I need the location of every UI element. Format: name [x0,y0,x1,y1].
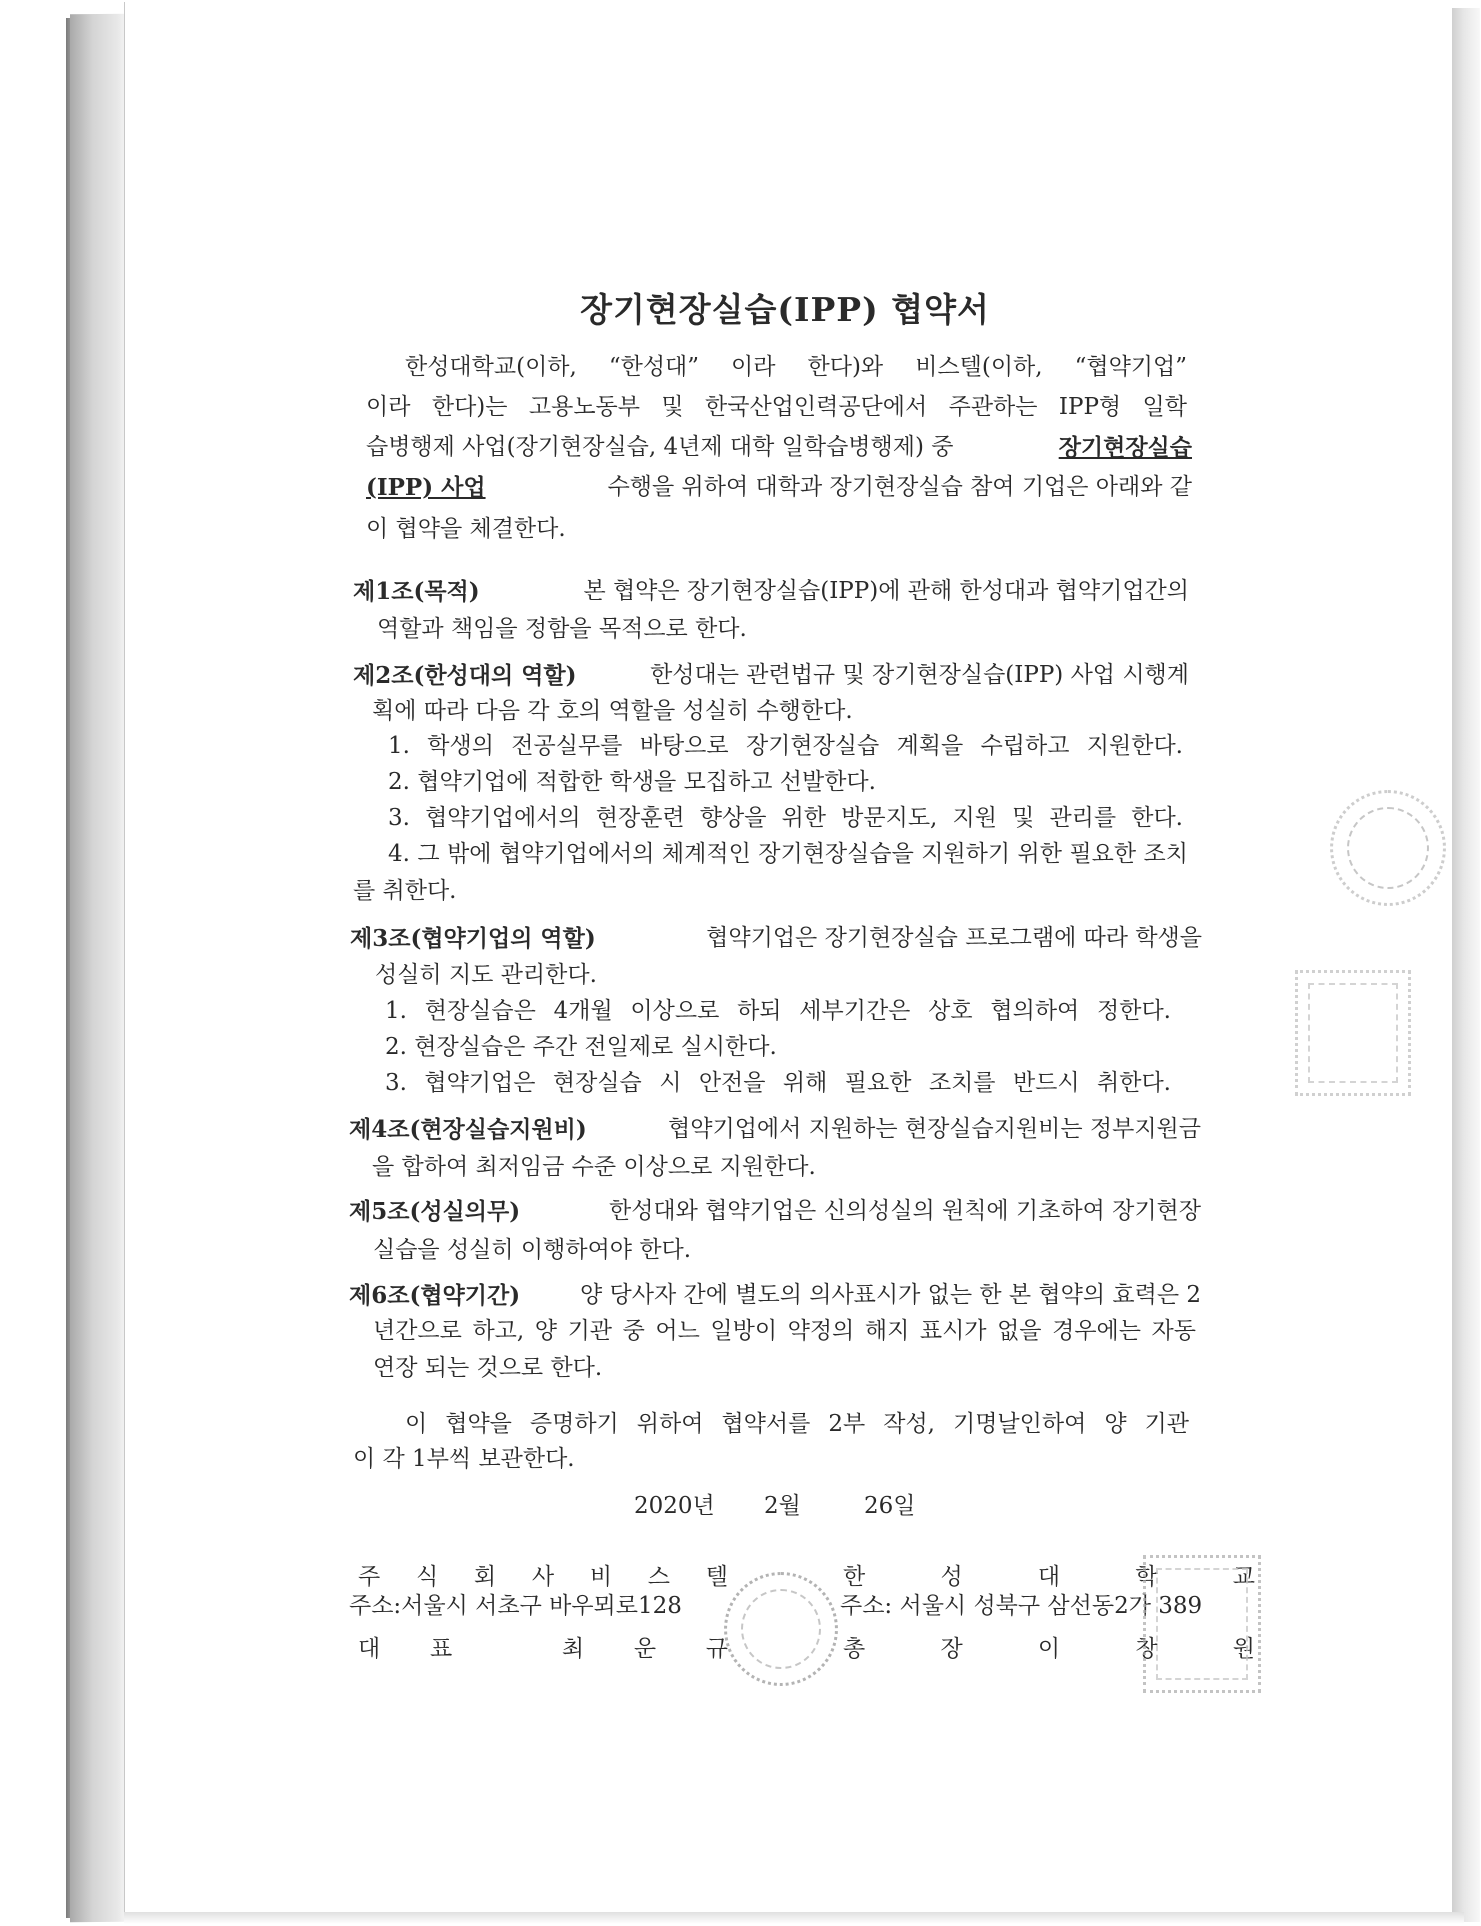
university-seal-stamp [1143,1555,1261,1693]
article-1-line-2: 역할과 책임을 정함을 목적으로 한다. [377,616,747,642]
company-rep-char: 규 [705,1636,728,1662]
university-rep-char: 창 [1135,1636,1158,1662]
article-3-item-2: 2. 현장실습은 주간 전일제로 실시한다. [385,1034,777,1060]
university-rep-char: 원 [1232,1636,1255,1662]
article-2-item-3: 3. 협약기업에서의 현장훈련 향상을 위한 방문지도, 지원 및 관리를 한다. [388,805,1183,831]
article-3-item-1: 1. 현장실습은 4개월 이상으로 하되 세부기간은 상호 협의하여 정한다. [385,998,1171,1024]
company-name-char: 주 [358,1564,381,1590]
university-rep-char: 총 [843,1636,866,1662]
company-name [358,1558,728,1591]
article-2-heading: 제2조(한성대의 역할) [353,662,577,689]
page-seal-stamp-1 [1330,790,1446,906]
article-2-item-2: 2. 협약기업에 적합한 학생을 모집하고 선발한다. [388,769,876,795]
article-4-line-1 [349,1118,1201,1141]
article-5-text: 한성대와 협약기업은 신의성실의 원칙에 기초하여 장기현장 [608,1198,1201,1224]
university-name-char: 학 [1135,1564,1158,1590]
date-day: 26일 [864,1493,916,1519]
article-1-text: 본 협약은 장기현장실습(IPP)에 관해 한성대과 협약기업간의 [583,578,1189,604]
university-name-char: 성 [940,1564,963,1590]
page-stack-edge [70,14,126,1923]
company-name-char: 회 [473,1564,497,1590]
university-rep-char: 장 [940,1636,963,1662]
intro-underlined-2: (IPP) 사업 [366,474,486,501]
page-bottom-shadow [124,1912,1464,1924]
intro-line-1: 한성대학교(이하, “한성대” 이라 한다)와 비스텔(이하, “협약기업” [405,354,1187,380]
company-name-char: 텔 [705,1564,728,1590]
closing-line-2: 이 각 1부씩 보관한다. [353,1446,575,1472]
article-6-line-2: 년간으로 하고, 양 기관 중 어느 일방이 약정의 해지 표시가 없을 경우에는 자동 [373,1318,1196,1344]
closing-line-1: 이 협약을 증명하기 위하여 협약서를 2부 작성, 기명날인하여 양 기관 [405,1411,1189,1437]
article-2-line-2: 획에 따라 다음 각 호의 역할을 성실히 수행한다. [372,698,853,724]
article-6-text: 양 당사자 간에 별도의 의사표시가 없는 한 본 협약의 효력은 2 [580,1282,1201,1308]
article-6-line-3: 연장 되는 것으로 한다. [373,1355,603,1381]
company-rep-char: 표 [429,1636,453,1662]
company-name-char: 식 [415,1564,439,1590]
intro-line-2: 이라 한다)는 고용노동부 및 한국산업인력공단에서 주관하는 IPP형 일학 [366,394,1187,420]
article-2-item-4b: 를 취한다. [353,878,457,904]
university-rep-char: 이 [1037,1636,1061,1662]
article-4-heading: 제4조(현장실습지원비) [349,1116,587,1143]
article-2-item-4a: 4. 그 밖에 협약기업에서의 체계적인 장기현장실습을 지원하기 위한 필요한 조치 [388,841,1188,867]
company-name-char: 스 [647,1564,670,1590]
company-representative [358,1630,728,1663]
article-3-line-2: 성실히 지도 관리한다. [375,962,597,988]
university-name-char: 대 [1037,1564,1061,1590]
page-seal-stamp-2 [1295,970,1411,1096]
article-3-heading: 제3조(협약기업의 역할) [350,925,596,952]
intro-line-5: 이 협약을 체결한다. [366,516,566,542]
intro-line-4-text: 수행을 위하여 대학과 장기현장실습 참여 기업은 아래와 같 [607,474,1192,500]
article-5-line-2: 실습을 성실히 이행하여야 한다. [373,1237,692,1263]
university-name-char: 교 [1232,1564,1255,1590]
intro-line-3-text: 습병행제 사업(장기현장실습, 4년제 대학 일학습병행제) 중 [366,434,954,460]
document-title: 장기현장실습(IPP) 협약서 [580,290,990,329]
company-address: 주소:서울시 서초구 바우뫼로128 [349,1593,682,1619]
article-5-heading: 제5조(성실의무) [349,1198,521,1225]
date-year: 2020년 [634,1493,715,1519]
article-2-text: 한성대는 관련법규 및 장기현장실습(IPP) 사업 시행계 [650,662,1189,688]
company-rep-char: 대 [358,1636,381,1662]
article-6-heading: 제6조(협약기간) [349,1282,521,1309]
article-3-line-1 [350,927,1202,950]
article-3-text: 협약기업은 장기현장실습 프로그램에 따라 학생을 [706,925,1202,951]
company-name-char: 비 [589,1564,613,1590]
date-month: 2월 [764,1493,801,1519]
article-4-line-2: 을 합하여 최저임금 수준 이상으로 지원한다. [372,1154,816,1180]
intro-line-4 [366,476,1192,499]
company-rep-char: 최 [561,1636,585,1662]
company-name-char: 사 [531,1564,555,1590]
article-5-line-1 [349,1200,1201,1223]
company-rep-char: 운 [633,1636,657,1662]
university-address: 주소: 서울시 성북구 삼선동2가 389 [840,1593,1203,1619]
intro-line-3 [366,436,1192,459]
article-1-line-1 [353,580,1189,603]
article-4-text: 협약기업에서 지원하는 현장실습지원비는 정부지원금 [668,1116,1201,1142]
article-2-line-1 [353,664,1189,687]
company-seal-stamp [724,1572,838,1686]
article-6-line-1 [349,1284,1201,1307]
university-name-char: 한 [843,1564,866,1590]
intro-underlined-1: 장기현장실습 [1058,434,1192,461]
article-3-item-3: 3. 협약기업은 현장실습 시 안전을 위해 필요한 조치를 반드시 취한다. [385,1070,1171,1096]
page-right-shadow [1452,8,1480,1922]
article-2-item-1: 1. 학생의 전공실무를 바탕으로 장기현장실습 계획을 수립하고 지원한다. [388,733,1183,759]
article-1-heading: 제1조(목적) [353,578,480,605]
